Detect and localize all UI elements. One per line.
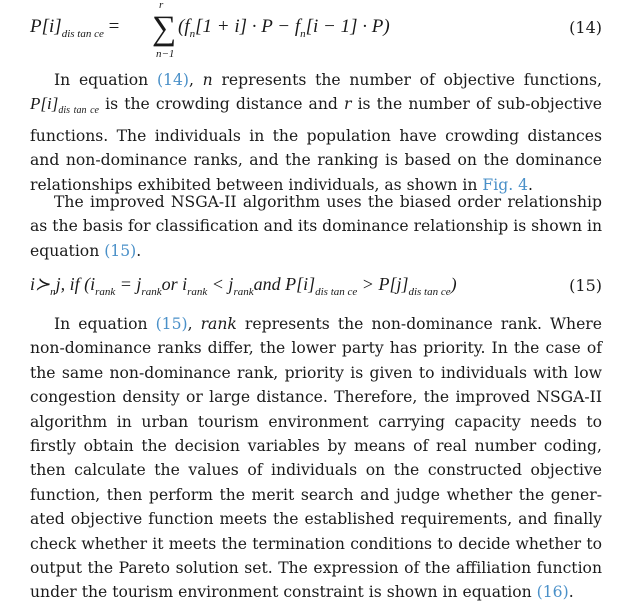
- text-line: The improved NSGA-II algorithm uses the biased order relationship: [54, 193, 602, 211]
- equation-ref-15[interactable]: (15): [155, 315, 188, 333]
- eq15-body: $i≻_nj$, if ($i_{rank} = j_{rank}or$ $i_{rank} < j_{rank}and$ $P[i]_{dis tan ce} > P[j]_{dis tan ce}$): [30, 274, 457, 298]
- paragraph-1: [30, 68, 602, 197]
- sum-upper-limit: r: [159, 0, 164, 11]
- text-line: check whether it meets the termination conditions to decide whether to: [30, 534, 602, 553]
- eq14-body: $(f_n[1 + i] \cdot P - f_n[i - 1] \cdot P)$: [178, 16, 390, 40]
- text-line: congestion density or large distance. Therefore, the improved NSGA-II: [30, 388, 602, 407]
- eq14-lhs-sub: dis tan ce: [61, 28, 104, 40]
- summation-symbol: r ∑ n−1: [152, 0, 177, 60]
- text-line: non-dominance ranks differ, the lower party has priority. In the case of: [30, 339, 602, 358]
- equation-14: [30, 0, 602, 60]
- text-line: relationships exhibited between individuals, as shown in Fig. 4.: [30, 175, 534, 194]
- text-line: as the basis for classification and its dominance relationship is shown in: [30, 217, 602, 236]
- text-line: then calculate the values of individuals on the constructed objective: [30, 461, 602, 480]
- text-line: algorithm in urban tourism environment carrying capacity needs to: [30, 412, 602, 431]
- equation-ref-15[interactable]: (15): [104, 241, 137, 260]
- text-line: function, then perform the merit search and judge whether the gener-: [30, 485, 602, 504]
- eq14-lhs: P[i]: [30, 16, 62, 37]
- text-line: functions. The individuals in the population have crowding distances: [30, 126, 602, 145]
- text-line: firstly obtain the decision variables by means of real number coding,: [30, 437, 602, 456]
- equation-number-15: (15): [569, 276, 602, 295]
- equation-ref-14[interactable]: (14): [156, 71, 189, 89]
- paragraph-3: [30, 312, 602, 605]
- figure-ref-4[interactable]: Fig. 4: [482, 175, 529, 194]
- text-line: output the Pareto solution set. The expression of the affiliation function: [30, 559, 602, 578]
- text-line: the same non-dominance rank, priority is given to individuals with low: [30, 363, 602, 382]
- text-line: under the tourism environment constraint is shown in equation (16).: [30, 583, 574, 602]
- eq14-equals: =: [103, 16, 120, 37]
- equation-ref-16[interactable]: (16): [536, 583, 569, 602]
- text-line: ated objective function meets the established requirements, and finally: [30, 510, 602, 529]
- equation-15: [30, 272, 602, 302]
- text-line: In equation (15), rank represents the non-dominance rank. Where: [54, 315, 602, 333]
- text-line: equation (15).: [30, 241, 142, 260]
- text-line: $P[i]_{dis tan ce}$ is the crowding distance and r is the number of sub-objective: [30, 94, 602, 117]
- paragraph-2: [30, 190, 602, 263]
- sum-lower-limit: n−1: [156, 48, 175, 60]
- text-line: and non-dominance ranks, and the ranking is based on the dominance: [30, 151, 602, 170]
- equation-number-14: (14): [569, 18, 602, 37]
- text-line: In equation (14), n represents the number of objective functions,: [54, 71, 602, 89]
